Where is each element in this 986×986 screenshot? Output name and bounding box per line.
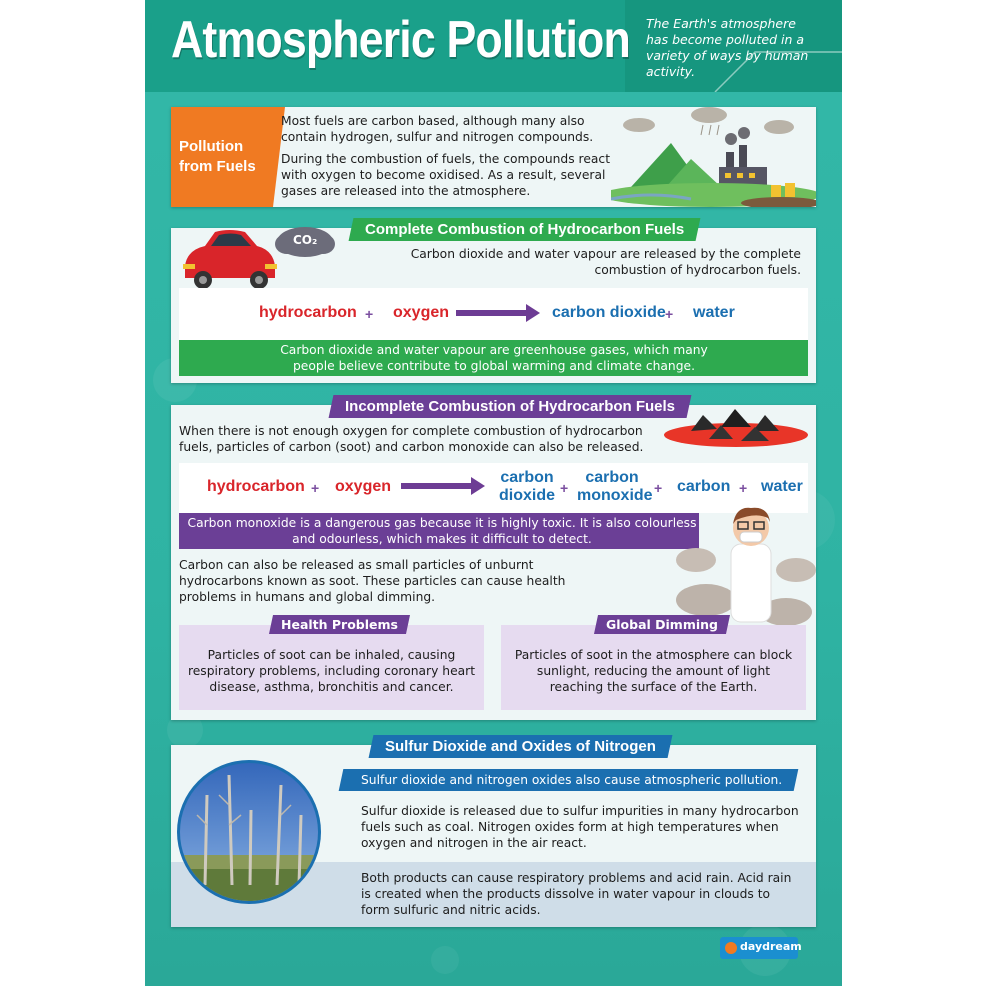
dimming-panel <box>501 625 806 710</box>
daydream-logo <box>720 937 802 959</box>
complete-equation-box <box>179 288 808 340</box>
eq1-carbon-dioxide: carbon dioxide <box>552 304 666 321</box>
fuels-tag <box>171 107 273 207</box>
health-label-text: Health Problems <box>281 617 398 632</box>
eq2-plus-1: + <box>311 480 320 496</box>
factory-landscape-illustration <box>611 107 816 207</box>
burning-coal-illustration <box>661 401 811 451</box>
page-title: Atmospheric Pollution <box>171 11 630 69</box>
complete-callout-text: Carbon dioxide and water vapour are greenhouse gases, which many people believe contribute to global warming and climate change. <box>280 343 708 373</box>
eq1-water: water <box>693 304 735 321</box>
incomplete-callout-text: Carbon monoxide is a dangerous gas because it is highly toxic. It is also colourless and odourless, which makes it difficult to detect. <box>187 516 697 546</box>
dimming-text: Particles of soot in the atmosphere can block sunlight, reducing the amount of light reaching the surface of the Earth. <box>514 648 793 694</box>
complete-callout <box>179 340 808 376</box>
red-car-illustration <box>179 226 279 290</box>
poster <box>145 0 842 986</box>
sulfur-paragraph-1: Sulfur dioxide is released due to sulfur impurities in many hydrocarbon fuels such as coal. Nitrogen oxides form at high temperatures when oxygen and nitrogen in the air react. <box>361 804 799 850</box>
fuels-paragraph-2: During the combustion of fuels, the compounds react with oxygen to become oxidised. As a result, several gases are released into the atmosphere. <box>281 152 611 198</box>
fuels-paragraph-1: Most fuels are carbon based, although many also contain hydrogen, sulfur and nitrogen compounds. <box>281 114 594 144</box>
logo-swirl-icon <box>724 941 738 955</box>
daydream-logo-text: daydream <box>740 940 802 953</box>
fuels-tag-text: Pollution from Fuels <box>179 138 256 175</box>
health-label <box>269 615 410 634</box>
eq2-carbon-dioxide: carbon dioxide <box>498 469 555 504</box>
dead-forest-photo <box>177 755 321 909</box>
complete-heading <box>349 218 701 241</box>
soot-paragraph: Carbon can also be released as small particles of unburnt hydrocarbons known as soot. These particles can cause health problems in humans and global dimming. <box>179 558 566 604</box>
health-panel <box>179 625 484 710</box>
masked-person-illustration <box>676 500 816 630</box>
sulfur-banner-text: Sulfur dioxide and nitrogen oxides also cause atmospheric pollution. <box>361 773 783 787</box>
complete-panel <box>171 221 816 383</box>
fuels-panel <box>171 107 816 207</box>
eq2-plus-3: + <box>654 480 663 496</box>
eq2-oxygen: oxygen <box>335 478 392 495</box>
health-text: Particles of soot can be inhaled, causing respiratory problems, including coronary heart disease, asthma, bronchitis and cancer. <box>187 648 476 694</box>
incomplete-callout <box>179 513 699 549</box>
sulfur-paragraph-2: Both products can cause respiratory problems and acid rain. Acid rain is created when the products dissolve in water vapour in clouds to form sulfuric and nitric acids. <box>361 871 792 917</box>
sulfur-heading <box>369 735 673 758</box>
eq2-plus-2: + <box>560 480 569 496</box>
eq1-plus-1: + <box>365 306 374 322</box>
eq2-hydrocarbon: hydrocarbon <box>207 478 305 495</box>
incomplete-panel <box>171 398 816 720</box>
dimming-label-text: Global Dimming <box>606 617 718 632</box>
dimming-label <box>594 615 730 634</box>
eq1-oxygen: oxygen <box>393 304 450 321</box>
page-subtitle: The Earth's atmosphere has become polluted in a variety of ways by human activity. <box>646 16 809 79</box>
eq2-carbon: carbon <box>677 478 731 495</box>
sulfur-panel <box>171 738 816 927</box>
eq2-arrow <box>401 480 485 492</box>
incomplete-intro: When there is not enough oxygen for complete combustion of hydrocarbon fuels, particles of carbon (soot) and carbon monoxide can also be released. <box>179 424 644 454</box>
sulfur-heading-text: Sulfur Dioxide and Oxides of Nitrogen <box>385 738 656 755</box>
eq1-plus-2: + <box>665 306 674 322</box>
complete-intro: Carbon dioxide and water vapour are released by the complete combustion of hydrocarbon fuels. <box>410 247 801 277</box>
incomplete-heading <box>329 395 692 418</box>
eq2-plus-4: + <box>739 480 748 496</box>
incomplete-heading-text: Incomplete Combustion of Hydrocarbon Fuels <box>345 398 676 415</box>
header <box>145 0 842 92</box>
eq1-hydrocarbon: hydrocarbon <box>259 304 357 321</box>
co2-label: CO₂ <box>293 233 318 247</box>
eq2-carbon-monoxide: carbon monoxide <box>577 469 653 504</box>
complete-heading-text: Complete Combustion of Hydrocarbon Fuels <box>365 221 685 238</box>
eq1-arrow <box>456 307 540 319</box>
eq2-water: water <box>761 478 803 495</box>
